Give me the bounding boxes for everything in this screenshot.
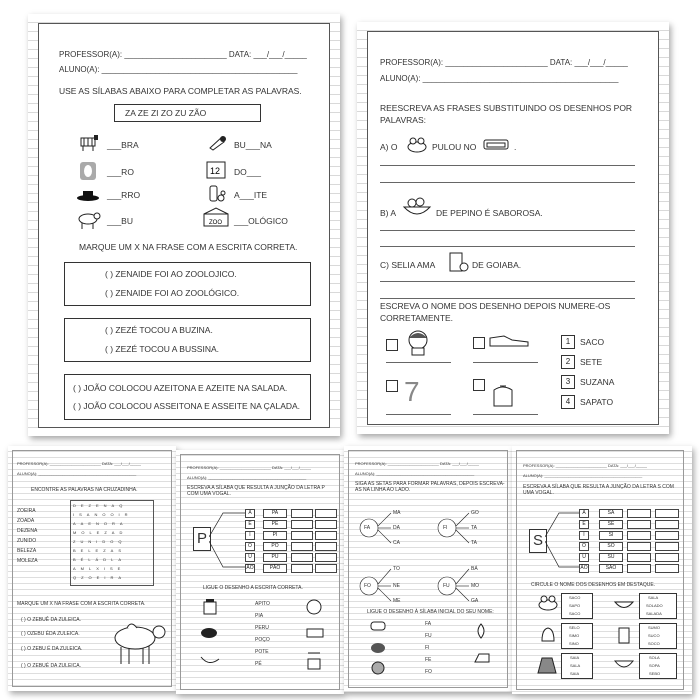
num-1: 1	[561, 335, 575, 349]
grid-row-8: AMLXISE	[73, 566, 126, 571]
name-3: SUZANA	[580, 377, 615, 387]
vowel-2: E	[245, 520, 255, 529]
worksheet-s-words	[357, 22, 669, 434]
vowel-4: O	[245, 542, 255, 551]
word-list-2: ZOADA	[17, 518, 35, 524]
opt-4a[interactable]: SUMO	[648, 625, 660, 630]
checkbox-girl[interactable]	[386, 339, 398, 351]
opt-1a[interactable]: SACO	[569, 595, 581, 600]
instruction: ESCREVA A SÍLABA QUE RESULTA A JUNÇÃO DA LETRA P COM UMA VOGAL.	[187, 485, 325, 497]
opt-2a[interactable]: SALA	[648, 595, 659, 600]
foot-icon	[199, 653, 221, 672]
answer-blank[interactable]	[627, 509, 651, 518]
option-5[interactable]: ( ) JOÃO COLOCOU AZEITONA E AZEITE NA SALADA.	[73, 383, 288, 393]
answer-blank[interactable]	[655, 564, 679, 573]
girl-icon	[402, 328, 434, 361]
worksheet-frame	[348, 450, 508, 688]
whistle-icon	[199, 625, 221, 644]
grid-row-2: ISANOOIR	[73, 512, 133, 517]
word-list-4: ZUNIDO	[17, 538, 37, 544]
aluno-line: ALUNO(A): ____________________________________________	[59, 65, 298, 74]
word-3: ___RRO	[107, 190, 141, 200]
word-7: A___ITE	[234, 190, 268, 200]
word-8: ___OLÓGICO	[234, 216, 288, 226]
professor-line: PROFESSOR(A): _______________________ DATA: ___/___/_____	[17, 461, 141, 466]
bell-icon	[539, 625, 557, 650]
turkey-icon	[305, 598, 323, 621]
opt-6c[interactable]: SEBO	[649, 671, 661, 676]
cookie-icon	[369, 661, 387, 680]
mark-instruction: MARQUE UM X NA FRASE COM A ESCRITA CORRETA.	[79, 242, 298, 252]
vowel-1: A	[245, 509, 255, 518]
fi-ta-2: TA	[471, 540, 478, 546]
answer-blank[interactable]	[655, 531, 679, 540]
option-2[interactable]: ( ) ZENAIDE FOI AO ZOOLÓGICO.	[105, 288, 240, 298]
pot-icon	[201, 598, 219, 621]
options-3	[561, 623, 593, 649]
option-4[interactable]: ( ) ZEZÉ TOCOU A BUSSINA.	[105, 344, 219, 354]
fu-mo: MO	[471, 583, 480, 589]
bandage-icon	[369, 619, 387, 638]
syllable-box	[114, 104, 261, 122]
syl-5: SU	[599, 553, 623, 562]
opt-3a[interactable]: SELO	[569, 625, 580, 630]
sentence-c-end: DE GOIABA.	[472, 260, 522, 270]
link-word-5: POTE	[255, 649, 269, 655]
opt-2b[interactable]: SOLADO	[646, 603, 663, 608]
zebu-icon	[77, 210, 101, 235]
opt-5a[interactable]: SAIA	[570, 655, 580, 660]
checkbox-seven[interactable]	[386, 380, 398, 392]
grid-row-6: BELEZAS	[73, 548, 127, 553]
option-4[interactable]: ( ) O ZEBUÉ DA ZULEICA.	[21, 663, 82, 669]
skirt-icon	[537, 655, 557, 680]
opt-3c[interactable]: SINO	[569, 641, 579, 646]
fi-go: GO	[471, 510, 479, 516]
fo-ne: NE	[393, 583, 400, 589]
fu-ga: GA	[471, 598, 479, 604]
grid-row-5: ZUNIDOQ	[73, 539, 127, 544]
option-2[interactable]: ( ) OZEBU ÉDA ZULEICA.	[21, 631, 80, 637]
fa-da: DA	[393, 525, 400, 531]
fi-ta: TA	[471, 525, 478, 531]
opt-2c[interactable]: SALADA	[646, 611, 662, 616]
worksheet-letter-s	[512, 446, 692, 694]
iron-icon	[473, 651, 491, 669]
sentence-b-start: B) A	[380, 208, 397, 218]
answer-blank[interactable]	[291, 509, 313, 518]
num-4: 4	[561, 395, 575, 409]
word-4: ___BU	[107, 216, 133, 226]
arrow-diagram	[349, 451, 507, 601]
professor-line: PROFESSOR(A): _______________________ DATA: ___/___/_____	[380, 58, 628, 67]
link-word-1: APITO	[255, 601, 270, 607]
sink-icon	[305, 625, 325, 644]
grid-row-3: AAENORA	[73, 521, 128, 526]
zoo-icon	[201, 206, 231, 235]
checkbox-bag[interactable]	[473, 379, 485, 391]
aluno-line: ALUNO(A): ____________________________________________	[17, 471, 137, 476]
answer-blank[interactable]	[291, 531, 313, 540]
syl-fu: FU	[425, 633, 432, 639]
horn-icon	[207, 134, 227, 157]
svg-text:ZOO: ZOO	[209, 220, 222, 226]
answer-blank[interactable]	[291, 564, 313, 573]
grid-row-4: MOLEZAD	[73, 530, 128, 535]
grid-row-9: QZOEIRA	[73, 575, 127, 580]
answer-blank[interactable]	[655, 553, 679, 562]
name-2: SETE	[580, 357, 603, 367]
opt-4b[interactable]: SUCO	[648, 633, 660, 638]
grid-row-1: DEZENAQ	[73, 503, 128, 508]
syl-3: SI	[599, 531, 623, 540]
center-fa: FA	[364, 525, 371, 531]
center-fu: FU	[443, 583, 450, 589]
option-1[interactable]: ( ) O ZEBUÊ DA ZULEICA.	[21, 617, 82, 623]
vowel-5: U	[579, 553, 589, 562]
center-fi: FI	[443, 525, 448, 531]
shoe-icon	[488, 332, 530, 353]
answer-blank[interactable]	[291, 553, 313, 562]
seven-digit: 7	[404, 376, 420, 407]
sofa-icon	[482, 136, 510, 157]
opt-6b[interactable]: SOPA	[649, 663, 660, 668]
answer-blank[interactable]	[627, 553, 651, 562]
instruction: ENCONTRE AS PALAVRAS NA CRUZADINHA.	[31, 487, 138, 493]
zebu-icon	[109, 616, 169, 673]
juice-icon	[617, 625, 631, 650]
bean-icon	[369, 641, 387, 660]
word-6: DO___	[234, 167, 261, 177]
link-instruction: LIGUE O DESENHO A ESCRITA CORRETA.	[203, 585, 303, 591]
worksheet-letter-p	[176, 450, 344, 694]
link-instruction: LIGUE O DESENHO À SÍLABA INICIAL DO SEU NOME:	[367, 609, 494, 615]
option-box-3	[64, 374, 311, 420]
worksheet-frame	[367, 31, 659, 425]
worksheet-crossword	[8, 446, 176, 691]
answer-blank[interactable]	[655, 520, 679, 529]
zero-icon	[79, 161, 97, 186]
center-fo: FO	[364, 583, 371, 589]
fo-me: ME	[393, 598, 401, 604]
sentence-a-start: A) O	[380, 142, 398, 152]
fa-ca: CA	[393, 540, 400, 546]
opt-5c[interactable]: SAIA	[570, 671, 580, 676]
aluno-line: ALUNO(A): ____________________________________________	[187, 475, 307, 480]
salad-icon	[402, 195, 432, 224]
answer-blank[interactable]	[291, 520, 313, 529]
word-list-3: DEZENA	[17, 528, 38, 534]
vowel-2: E	[579, 520, 589, 529]
worksheet-z	[28, 14, 340, 436]
answer-blank[interactable]	[627, 520, 651, 529]
fa-ma: MA	[393, 510, 401, 516]
syl-fe: FE	[425, 657, 432, 663]
vowel-6: ÃO	[246, 565, 254, 571]
professor-line: PROFESSOR(A): _______________________ DATA: ___/___/_____	[59, 50, 307, 59]
vowel-3: I	[579, 531, 589, 540]
syl-4: PO	[263, 542, 287, 551]
option-6[interactable]: ( ) JOÃO COLOCOU ASSEITONA E ASSEITE NA ÇALADA.	[73, 401, 301, 411]
circle-instruction: CIRCULE O NOME DOS DESENHOS EM DESTAQUE.	[531, 582, 656, 588]
num-3: 3	[561, 375, 575, 389]
grid-row-7: BÉLÁDLA	[73, 557, 127, 562]
name-4: SAPATO	[580, 397, 614, 407]
sentence-b-end: DE PEPINO É SABOROSA.	[436, 208, 543, 218]
worksheet-frame	[516, 450, 684, 690]
options-2	[639, 593, 677, 619]
opt-4c[interactable]: SOCO	[648, 641, 660, 646]
answer-blank[interactable]	[315, 509, 337, 518]
instruction: USE AS SÍLABAS ABAIXO PARA COMPLETAR AS PALAVRAS.	[59, 86, 302, 96]
opt-1c[interactable]: SACO	[569, 611, 581, 616]
syl-2: SE	[599, 520, 623, 529]
sentence-a-end: .	[514, 142, 517, 152]
mark-instruction: MARQUE UM X NA FRASE COM A ESCRITA CORRETA.	[17, 601, 146, 607]
name-1: SACO	[580, 337, 605, 347]
option-1[interactable]: ( ) ZENAIDE FOI AO ZOOLOJICO.	[105, 269, 237, 279]
professor-line: PROFESSOR(A): _______________________ DATA: ___/___/_____	[355, 461, 479, 466]
aluno-line: ALUNO(A): ____________________________________________	[355, 471, 475, 476]
word-list-6: MOLEZA	[17, 558, 38, 564]
answer-blank[interactable]	[315, 520, 337, 529]
worksheet-frame	[180, 454, 340, 690]
instruction: SIGA AS SETAS PARA FORMAR PALAVRAS, DEPOIS ESCREVA-AS NA LINHA AO LADO.	[355, 481, 505, 493]
answer-blank[interactable]	[315, 531, 337, 540]
olive-oil-icon	[205, 182, 227, 209]
link-word-2: PIA	[255, 613, 264, 619]
salad-icon	[613, 597, 635, 616]
svg-text:12: 12	[210, 166, 221, 176]
syl-2: PE	[263, 520, 287, 529]
worksheet-frame	[12, 450, 172, 687]
vowel-3: I	[245, 531, 255, 540]
answer-blank[interactable]	[315, 542, 337, 551]
instruction: ESCREVA A SÍLABA QUE RESULTA A JUNÇÃO DA LETRA S COM UMA VOGAL.	[523, 484, 674, 496]
vowel-1: A	[579, 509, 589, 518]
checkbox-shoe[interactable]	[473, 337, 485, 349]
opt-5b[interactable]: SALA	[570, 663, 581, 668]
vowel-5: U	[245, 553, 255, 562]
num-2: 2	[561, 355, 575, 369]
syl-fo: FO	[425, 669, 432, 675]
answer-blank[interactable]	[291, 542, 313, 551]
frog-icon	[406, 136, 428, 159]
syl-4: SO	[599, 542, 623, 551]
answer-blank[interactable]	[315, 564, 337, 573]
letter: S	[533, 532, 544, 549]
zorro-hat-icon	[76, 188, 100, 207]
write-instruction: ESCREVA O NOME DOS DESENHO DEPOIS NUMERE-OS CORRETAMENTE.	[380, 301, 611, 323]
option-box-1	[64, 262, 311, 306]
option-3[interactable]: ( ) O ZEBU É DA ZULEICA.	[21, 646, 83, 652]
opt-1b[interactable]: SAPO	[569, 603, 581, 608]
answer-blank[interactable]	[627, 531, 651, 540]
professor-line: PROFESSOR(A): _______________________ DATA: ___/___/_____	[523, 463, 647, 468]
instruction: REESCREVA AS FRASES SUBSTITUINDO OS DESENHOS POR PALAVRAS:	[380, 103, 633, 125]
answer-blank[interactable]	[655, 542, 679, 551]
option-3[interactable]: ( ) ZEZÉ TOCOU A BUZINA.	[105, 325, 213, 335]
syl-1: SA	[599, 509, 623, 518]
options-6	[639, 653, 677, 679]
letter: P	[197, 530, 208, 547]
syl-3: PI	[263, 531, 287, 540]
link-word-3: PERU	[255, 625, 269, 631]
juice-icon	[446, 250, 470, 279]
opt-6a[interactable]: SOLA	[649, 655, 660, 660]
syl-6: PÃO	[263, 564, 287, 573]
link-word-6: PÉ	[255, 661, 262, 667]
worksheet-frame	[38, 23, 330, 428]
answer-blank[interactable]	[627, 542, 651, 551]
link-word-4: POÇO	[255, 637, 270, 643]
vowel-4: O	[579, 542, 589, 551]
sentence-a-mid: PULOU NO	[432, 142, 477, 152]
word-1: ___BRA	[107, 140, 139, 150]
syl-1: PA	[263, 509, 287, 518]
option-box-2	[64, 318, 311, 362]
word-list-5: BELEZA	[17, 548, 37, 554]
fu-ba: BÁ	[471, 566, 478, 572]
sentence-c-start: C) SELIA AMA	[380, 260, 436, 270]
word-5: BU___NA	[234, 140, 272, 150]
word-2: ___RO	[107, 167, 134, 177]
word-list-1: ZOEIRA	[17, 508, 36, 514]
zebra-icon	[79, 134, 99, 157]
frog-icon	[537, 595, 559, 616]
vowel-6: ÃO	[580, 565, 588, 571]
well-icon	[305, 651, 323, 676]
opt-3b[interactable]: SIMO	[569, 633, 580, 638]
worksheet-letter-f	[344, 446, 512, 692]
fo-to: TO	[393, 566, 400, 572]
bag-icon	[490, 382, 516, 413]
professor-line: PROFESSOR(A): _______________________ DATA: ___/___/_____	[187, 465, 311, 470]
options-5	[561, 653, 593, 679]
aluno-line: ALUNO(A): ____________________________________________	[523, 473, 643, 478]
options-4	[639, 623, 677, 649]
syl-fa: FA	[425, 621, 432, 627]
answer-blank[interactable]	[655, 509, 679, 518]
fire-icon	[473, 623, 489, 644]
aluno-line: ALUNO(A): ____________________________________________	[380, 74, 619, 83]
options-1	[561, 593, 593, 619]
syl-5: PU	[263, 553, 287, 562]
twelve-icon	[206, 161, 226, 184]
answer-blank[interactable]	[627, 564, 651, 573]
syl-6: SÃO	[599, 564, 623, 573]
soup-icon	[613, 657, 635, 676]
syl-fi: FI	[425, 645, 430, 651]
syllables: ZA ZE ZI ZO ZU ZÃO	[125, 108, 207, 118]
answer-blank[interactable]	[315, 553, 337, 562]
